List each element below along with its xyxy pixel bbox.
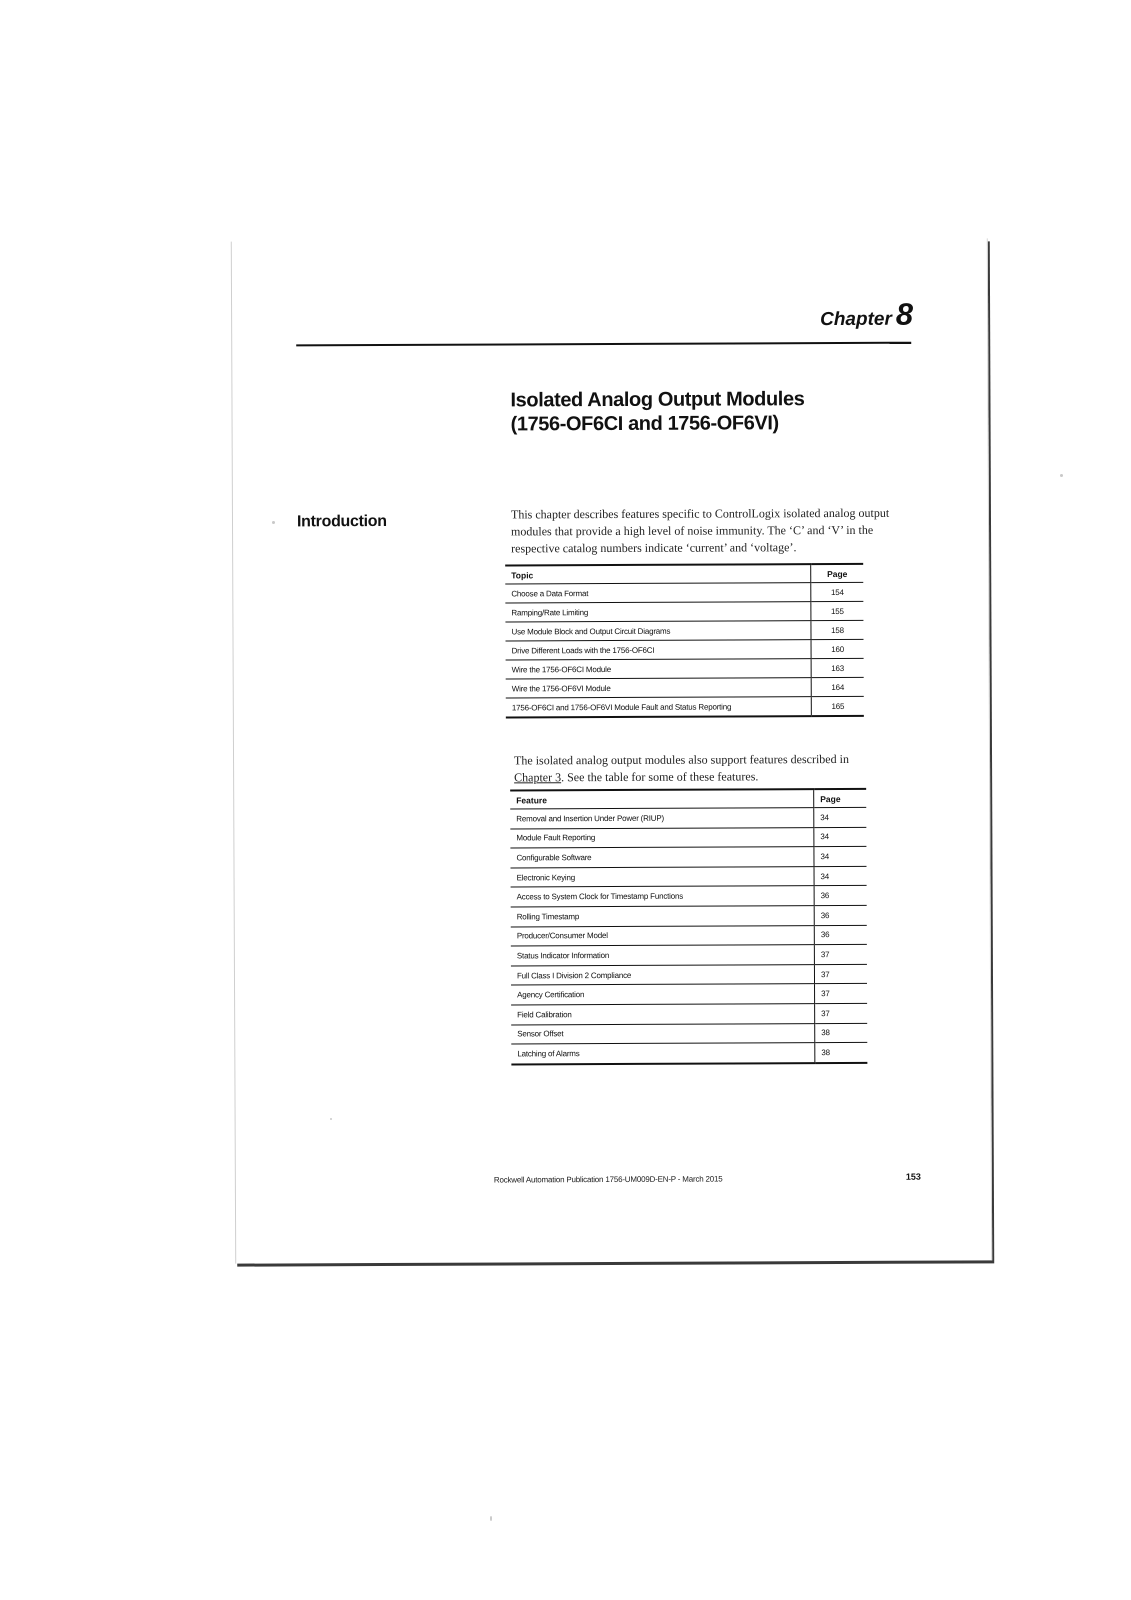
scan-speck — [1060, 474, 1063, 477]
table-row — [511, 984, 867, 1005]
page-reference: 36 — [814, 886, 867, 906]
page-reference: 37 — [815, 984, 868, 1004]
scan-speck — [330, 1118, 332, 1120]
page-reference: 154 — [811, 582, 864, 601]
scan-speck — [272, 521, 275, 524]
features-table-header — [510, 789, 866, 809]
topic-cell: Use Module Block and Output Circuit Diagrams — [505, 621, 811, 641]
page-title — [510, 387, 930, 437]
chapter-number: 8 — [895, 296, 914, 332]
page-reference: 163 — [811, 658, 864, 677]
table-row — [511, 945, 867, 966]
topic-cell: Choose a Data Format — [505, 583, 811, 603]
page-reference: 36 — [814, 925, 867, 945]
feature-cell: Module Fault Reporting — [510, 827, 814, 848]
table-row — [511, 1023, 867, 1044]
table-row — [511, 1043, 867, 1065]
topic-column-header: Topic — [505, 564, 811, 584]
feature-cell: Removal and Insertion Under Power (RIUP) — [510, 808, 814, 829]
table-row — [510, 827, 866, 848]
table-row — [511, 905, 867, 926]
title-line-2: (1756-OF6CI and 1756-OF6VI) — [510, 412, 779, 436]
feature-cell: Producer/Consumer Model — [511, 925, 815, 946]
topic-cell: Ramping/Rate Limiting — [505, 602, 811, 622]
title-line-1: Isolated Analog Output Modules — [510, 388, 805, 412]
topic-cell: 1756-OF6CI and 1756-OF6VI Module Fault and Status Reporting — [506, 697, 812, 718]
table-row — [511, 1003, 867, 1024]
page-reference: 164 — [811, 677, 864, 696]
page-reference: 165 — [811, 696, 864, 716]
table-row — [505, 601, 863, 622]
feature-cell: Configurable Software — [510, 847, 814, 868]
feature-cell: Field Calibration — [511, 1004, 815, 1025]
page-column-header: Page — [811, 564, 864, 583]
features-intro-text-end: . See the table for some of these features. — [561, 769, 759, 785]
page-reference: 37 — [815, 1003, 868, 1023]
page-reference: 158 — [811, 620, 864, 639]
page-reference: 34 — [814, 847, 867, 867]
feature-column-header: Feature — [510, 789, 814, 809]
table-row — [511, 925, 867, 946]
table-row — [511, 886, 867, 907]
feature-cell: Latching of Alarms — [511, 1043, 815, 1064]
table-row — [510, 847, 866, 868]
table-row — [511, 964, 867, 985]
table-row — [506, 696, 864, 717]
table-row — [505, 582, 863, 603]
page-reference: 160 — [811, 639, 864, 658]
features-intro-paragraph — [514, 751, 874, 787]
page-reference: 38 — [815, 1023, 868, 1043]
feature-cell: Access to System Clock for Timestamp Functions — [511, 886, 815, 907]
page-reference: 34 — [814, 807, 867, 827]
section-heading-introduction: Introduction — [296, 512, 387, 531]
page-reference: 38 — [815, 1043, 868, 1063]
scan-speck — [490, 1516, 492, 1521]
feature-cell: Rolling Timestamp — [511, 906, 815, 927]
topic-cell: Wire the 1756-OF6CI Module — [506, 659, 812, 679]
feature-cell: Full Class I Division 2 Compliance — [511, 964, 815, 985]
table-row — [506, 658, 864, 679]
chapter-3-link[interactable]: Chapter 3 — [514, 770, 562, 785]
chapter-label — [820, 297, 913, 333]
table-row — [506, 639, 864, 660]
intro-paragraph: This chapter describes features specific to ControlLogix isolated analog output modules that provide a high level of noise immunity. The ‘C’ and ‘V’ in the respective catalog numbers indicate ‘current’ and ‘voltage’. — [510, 505, 890, 556]
table-row — [511, 866, 867, 887]
chapter-word: Chapter — [820, 308, 892, 331]
topic-cell: Drive Different Loads with the 1756-OF6CI — [506, 640, 812, 660]
feature-cell: Status Indicator Information — [511, 945, 815, 966]
table-row — [510, 807, 866, 828]
feature-cell: Agency Certification — [511, 984, 815, 1005]
topics-table — [505, 563, 864, 719]
page-column-header: Page — [814, 789, 867, 808]
features-intro-text: The isolated analog output modules also support features described in — [514, 751, 849, 768]
feature-cell: Electronic Keying — [511, 866, 815, 887]
page-number: 153 — [905, 1171, 921, 1182]
publication-footer: Rockwell Automation Publication 1756-UM009D-EN-P - March 2015 — [493, 1174, 723, 1185]
table-row — [506, 677, 864, 698]
table-row — [505, 620, 863, 641]
page-reference: 34 — [814, 827, 867, 847]
topics-table-header — [505, 564, 863, 584]
page-reference: 155 — [811, 601, 864, 620]
features-table — [510, 788, 867, 1065]
page-reference: 37 — [814, 945, 867, 965]
feature-cell: Sensor Offset — [511, 1023, 815, 1044]
header-rule — [296, 342, 911, 347]
topic-cell: Wire the 1756-OF6VI Module — [506, 678, 812, 698]
page-reference: 36 — [814, 905, 867, 925]
document-page — [231, 238, 992, 1263]
page-reference: 34 — [814, 866, 867, 886]
page-reference: 37 — [814, 964, 867, 984]
